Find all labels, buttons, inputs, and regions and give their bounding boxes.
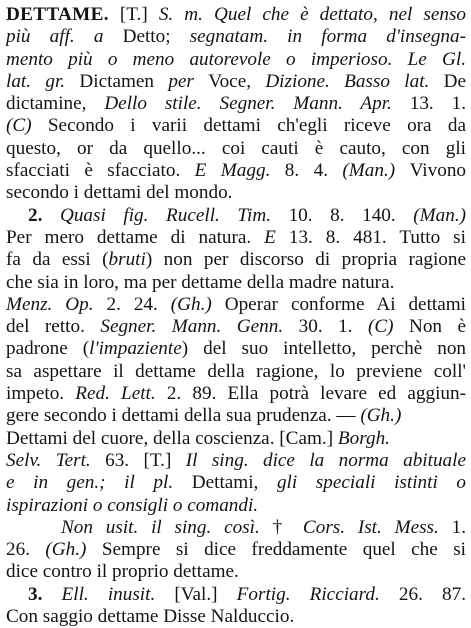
text-line [6, 93, 466, 115]
text-line [6, 160, 466, 182]
text-run: secondo i dettami del mondo. [6, 182, 233, 204]
text-line [6, 316, 466, 338]
text-run: 63. [T.] [105, 449, 186, 471]
text-run: Per mero dettame di natura. [6, 226, 265, 248]
text-run: Detto; [103, 26, 190, 48]
text-run: 3. [28, 583, 62, 605]
text-run: l'impaziente [89, 338, 182, 360]
text-run: gli speciali istinti o [276, 472, 466, 494]
text-run: E [264, 226, 289, 248]
text-run: fa da essi ( [6, 249, 109, 271]
text-line [6, 49, 466, 71]
text-run: sfacciati è sfacciato. [6, 160, 195, 182]
text-run: questo, or da quello... coi cauti è cauto, con gli [6, 137, 466, 159]
text-run: Il sing. dice la norma abituale [185, 449, 466, 471]
text-run: ) non per discorso di propria ragione [145, 249, 466, 271]
text-run: che sia in loro, ma per dettame della madre natura. [6, 271, 395, 293]
text-run: Non è [408, 316, 466, 338]
text-run: Borgh. [337, 427, 390, 449]
text-run: segnatam. in forma d'insegna- [189, 26, 466, 48]
text-run: Cors. Ist. Mess. [302, 516, 452, 538]
text-run: Selv. Tert. [6, 449, 106, 471]
text-run: Menz. Op. [6, 293, 107, 315]
text-line [6, 249, 466, 271]
text-run: lat. gr. [6, 70, 80, 92]
text-run: E Magg. [194, 160, 285, 182]
text-run: 1. [451, 516, 466, 538]
text-line [6, 517, 466, 539]
text-line [6, 472, 466, 494]
text-line [6, 405, 466, 427]
text-run: (Man.) [413, 204, 466, 226]
text-run: 8. 4. [284, 160, 343, 182]
text-line [6, 338, 466, 360]
text-line [6, 227, 466, 249]
text-line [6, 539, 466, 561]
text-run: 2. [28, 204, 60, 226]
text-run: (Gh.) [45, 539, 102, 561]
text-run: mento più o meno autorevole o imperioso. Le Gl. [6, 48, 466, 70]
text-line [6, 26, 466, 48]
text-run: più aff. [6, 26, 94, 48]
text-line [6, 606, 466, 628]
text-run: Operar conforme Ai dettami [224, 293, 466, 315]
text-line [6, 4, 466, 26]
text-run: sa aspettare il dettame della ragione, lo previene coll' [6, 360, 466, 382]
text-line [6, 584, 466, 606]
text-run: Dizione. Basso lat. [265, 70, 444, 92]
text-run: del retto. [6, 316, 101, 338]
text-run: 26. 87. [398, 583, 466, 605]
text-run: 10. 8. 140. [288, 204, 414, 226]
text-line [6, 71, 466, 93]
text-run: Red. Lett. [75, 383, 167, 405]
text-run: Segner. Mann. Genn. [100, 316, 299, 338]
text-run: per [168, 70, 209, 92]
text-line [6, 450, 466, 472]
text-run: [T.] [108, 4, 159, 25]
text-run: S. m. Quel che è dettato, nel senso [158, 4, 466, 25]
text-run: 13. 1. [409, 93, 466, 115]
text-run: Vivono [409, 160, 466, 182]
text-run: e in gen.; il pl. [6, 472, 192, 494]
text-run: (C) [6, 115, 48, 137]
text-line [6, 428, 466, 450]
text-run: 13. 8. 481. Tutto si [288, 226, 466, 248]
text-run: (Gh.) [360, 405, 402, 427]
text-run: 2. 24. [106, 293, 171, 315]
text-run: Dettami del cuore, della coscienza. [Cam.] [6, 427, 338, 449]
text-run: De [443, 70, 466, 92]
text-line [6, 182, 466, 204]
text-run: ispirazioni o consigli o comandi. [6, 494, 259, 516]
text-run: (Gh.) [170, 293, 225, 315]
text-run: (C) [367, 316, 409, 338]
text-line [6, 115, 466, 137]
text-run: Dictamen [79, 70, 169, 92]
text-run: dictamine, [6, 93, 105, 115]
text-run: Voce, [208, 70, 266, 92]
text-line [6, 205, 466, 227]
text-run: Quasi fig. Rucell. Tim. [59, 204, 289, 226]
text-run: Dello stile. Segner. Mann. Apr. [104, 93, 410, 115]
text-run: Sempre si dice freddamente quel che si [101, 539, 466, 561]
text-line [6, 383, 466, 405]
text-run: Non usit. il sing. così. [61, 516, 273, 538]
text-run: 2. 89. Ella potrà levare ed aggiun- [166, 383, 466, 405]
text-line [6, 294, 466, 316]
text-run: impeto. [6, 383, 76, 405]
text-run: ) del suo intelletto, perchè non [181, 338, 466, 360]
text-run: padrone ( [6, 338, 90, 360]
text-run: 30. 1. [298, 316, 368, 338]
text-line [6, 495, 466, 517]
text-run: dice contro il proprio dettame. [6, 561, 239, 583]
text-line [6, 561, 466, 583]
text-run: Secondo i varii dettami ch'egli riceve ora da [47, 115, 466, 137]
text-line [6, 138, 466, 160]
text-run: [Val.] [174, 583, 237, 605]
text-run: † [272, 516, 303, 538]
text-run: Fortig. Ricciard. [236, 583, 399, 605]
text-run: gere secondo i dettami della sua prudenza. — [6, 405, 361, 427]
text-run: Dettami, [191, 472, 277, 494]
text-run: Ell. inusit. [61, 583, 175, 605]
text-run: a [93, 26, 104, 48]
text-line [6, 361, 466, 383]
text-run: 26. [6, 539, 46, 561]
text-run: Con saggio dettame Disse Nalduccio. [6, 606, 295, 628]
text-run: (Man.) [342, 160, 410, 182]
entry-headword: DETTAME. [6, 4, 109, 25]
text-line [6, 272, 466, 294]
text-run: bruti [108, 249, 146, 271]
